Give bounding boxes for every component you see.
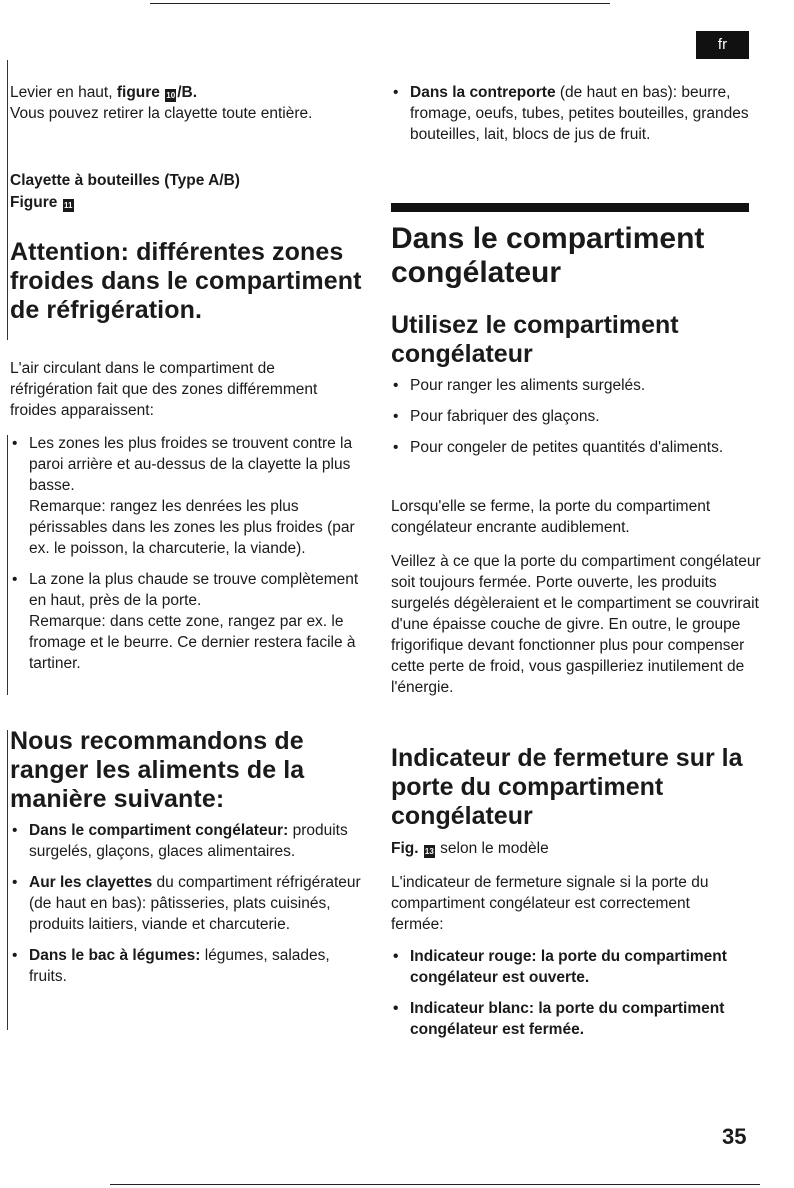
figure-ref-icon: 13 [424,847,434,856]
intro-line [10,82,370,103]
figure-label: figure [116,84,165,101]
door-storage-text: (de haut en bas): beurre, fromage, oeufs, tubes, petites bouteilles, grandes bouteilles, lait, blocs de jus de fruit. [410,84,749,143]
zone-item [10,433,370,559]
language-badge: fr [696,31,749,59]
zone-item-remark: Remarque: dans cette zone, rangez par ex. le fromage et le beurre. Ce dernier restera facile à tartiner. [29,613,356,672]
bottle-shelf-figure [10,192,370,213]
indicator-figure-line [391,838,761,859]
door-storage-item [391,82,761,145]
intro-text: Levier en haut, [10,84,117,101]
zone-item [10,569,370,674]
attention-heading: Attention: différentes zones froides dans le compartiment de réfrigération. [10,238,362,324]
indicator-list [391,946,731,1040]
use-freezer-heading: Utilisez le compartiment congélateur [391,311,679,368]
scan-margin-line [7,240,8,340]
figure-suffix: /B. [177,84,198,101]
use-list [391,375,761,458]
closing-para: Lorsqu'elle se ferme, la porte du compartiment congélateur encrante audiblement. [391,498,711,536]
recommend-item-text: produits surgelés, glaçons, glaces alimentaires. [29,822,348,860]
recommend-item-text: du compartiment réfrigérateur (de haut en bas): pâtisseries, plats cuisinés, produits laitiers, viande et charcuterie. [29,874,361,933]
indicator-item: • Indicateur rouge: la porte du compartiment congélateur est ouverte. [391,946,731,988]
recommend-item-text: légumes, salades, fruits. [29,947,330,985]
recommend-list [10,820,370,987]
scan-top-line [150,3,610,4]
scan-margin-line [7,435,8,695]
recommend-item [10,945,370,987]
freezer-heading: Dans le compartiment congélateur [391,222,705,289]
bottle-shelf-title: Clayette à bouteilles (Type A/B) [10,172,240,189]
intro-para: Vous pouvez retirer la clayette toute entière. [10,105,313,122]
figure-label: Figure [10,194,62,211]
figure-ref-icon: 11 [63,201,73,210]
indicator-item: • Indicateur blanc: la porte du compartiment congélateur est fermée. [391,998,731,1040]
recommend-item-bold: Dans le compartiment congélateur: [29,822,289,839]
zone-item-remark: Remarque: rangez les denrées les plus périssables dans les zones les plus froides (par ex. le poisson, la charcuterie, la viande). [29,498,355,557]
zone-item-text: • Les zones les plus froides se trouvent contre la paroi arrière et au-dessus de la clayette la plus basse. [29,435,353,494]
recommend-item-bold: Dans le bac à légumes: [29,947,201,964]
figure-label: Fig. [391,840,423,857]
use-item: • Pour ranger les aliments surgelés. [391,375,761,396]
zone-list [10,433,370,674]
page-number: 35 [722,1124,747,1149]
indicator-para: L'indicateur de fermeture signale si la porte du compartiment congélateur est correctement fermée: [391,874,709,933]
warning-para: Veillez à ce que la porte du compartiment congélateur soit toujours fermée. Porte ouverte, les produits surgelés dégèleraient et le compartiment se couvrirait d'une épaisse couche de givre. En outre, le groupe frigorifique devant fonctionner plus pour compenser cette perte de froid, vous gaspilleriez inutilement de l'énergie. [391,553,761,696]
recommend-item-bold: Aur les clayettes [29,874,153,891]
use-item: • Pour fabriquer des glaçons. [391,406,761,427]
indicator-heading: Indicateur de fermeture sur la porte du compartiment congélateur [391,744,743,830]
scan-margin-line [7,730,8,1030]
recommend-item [10,820,370,862]
use-item: • Pour congeler de petites quantités d'aliments. [391,437,761,458]
figure-caption: selon le modèle [435,840,549,857]
recommend-item [10,872,370,935]
zone-item-text: • La zone la plus chaude se trouve complètement en haut, près de la porte. [29,571,359,609]
section-rule [391,203,749,212]
scan-margin-line [7,60,8,250]
attention-para: L'air circulant dans le compartiment de réfrigération fait que des zones différemment froides apparaissent: [10,360,318,419]
recommend-heading: Nous recommandons de ranger les aliments de la manière suivante: [10,727,305,813]
door-storage-bold: Dans la contreporte [410,84,556,101]
scan-bottom-line [110,1184,760,1185]
figure-ref-icon: 10 [166,91,176,100]
